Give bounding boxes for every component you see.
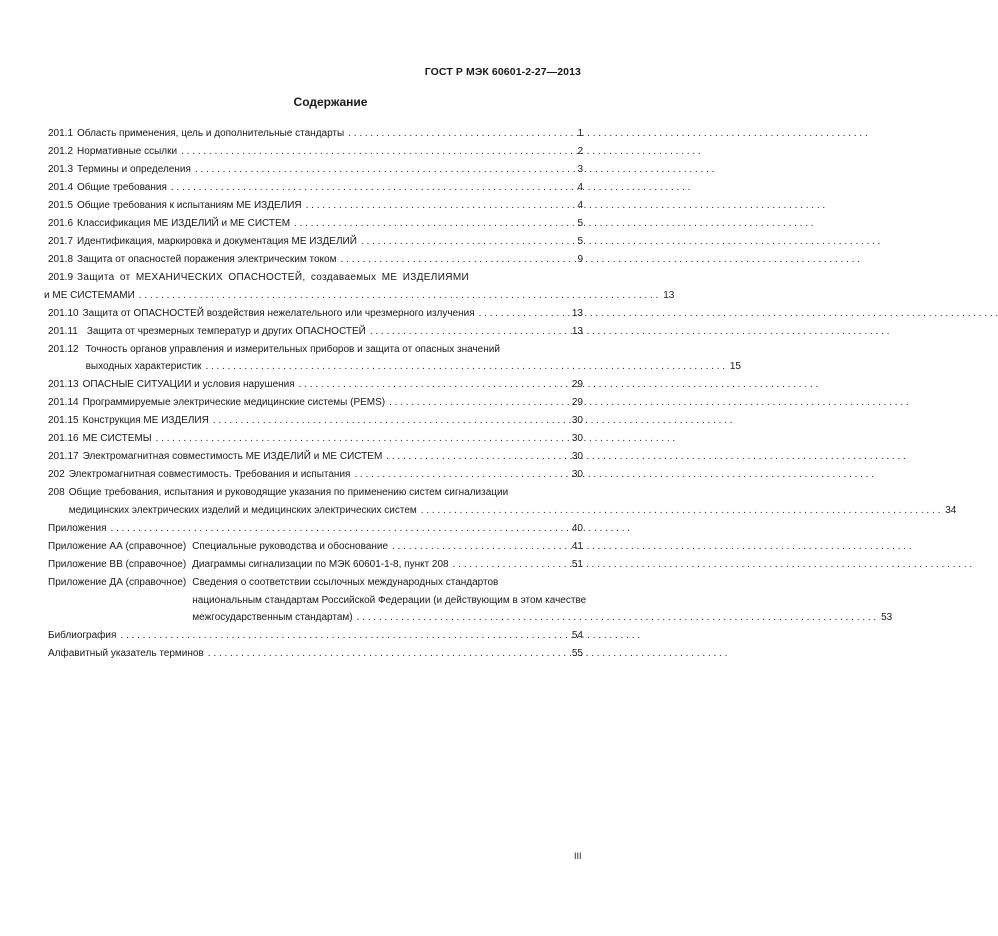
- toc-entry-number: 201.12: [48, 343, 79, 355]
- toc-entry-number: 201.7: [48, 236, 74, 247]
- toc-entry-title: Специальные руководства и обоснование: [192, 540, 389, 552]
- toc-entry-202[interactable]: [48, 466, 583, 484]
- toc-entry-number: 201.15: [48, 415, 79, 427]
- toc-entry-201-4[interactable]: [48, 179, 583, 197]
- toc-entry-page: 55: [571, 648, 583, 660]
- toc-entry-201-12[interactable]: [48, 341, 741, 377]
- toc-entry-number: 201.2: [48, 146, 74, 157]
- toc-entry-number: 201.9: [48, 272, 74, 283]
- toc-entry-page: 13: [571, 307, 583, 319]
- toc-entry-page: 2: [577, 146, 583, 157]
- toc-entry-number: 201.14: [48, 397, 79, 409]
- toc-entry-title: Нормативные ссылки: [77, 146, 178, 157]
- toc-entry-201-5[interactable]: [48, 197, 583, 215]
- toc-entry-number: 201.5: [48, 200, 74, 211]
- toc-entry-page: 3: [577, 164, 583, 175]
- toc-entry-page: 40: [571, 522, 583, 534]
- toc-entry-title-line: межгосударственным стандартам): [192, 612, 353, 624]
- toc-entry-number: 201.11: [48, 325, 78, 337]
- toc-entry-title-line: медицинских электрических изделий и медицинских электрических систем: [68, 504, 417, 516]
- toc-entry-201-9[interactable]: [44, 269, 675, 305]
- toc-entry-page: 29: [571, 379, 583, 391]
- toc-entry-page: 53: [881, 612, 893, 624]
- toc-entry-number: 201.4: [48, 182, 74, 193]
- document-standard-header: ГОСТ Р МЭК 60601-2-27—2013: [424, 66, 581, 78]
- toc-entry-page: 30: [571, 415, 583, 427]
- toc-entry-201-11[interactable]: [48, 323, 583, 341]
- toc-entry-201-3[interactable]: [48, 161, 583, 179]
- toc-entry-page: 34: [945, 504, 957, 516]
- toc-entry-title: Приложения: [48, 522, 107, 534]
- toc-entry-page: 30: [571, 451, 583, 463]
- toc-entry-201-1[interactable]: [48, 125, 583, 143]
- toc-entry-number: Приложение АА (справочное): [48, 540, 187, 552]
- toc-entry-title: Библиография: [48, 630, 117, 642]
- toc-entry-title: Конструкция МЕ ИЗДЕЛИЯ: [82, 415, 209, 427]
- toc-entry-page: 9: [577, 254, 583, 265]
- toc-entry-title-line: Защита от МЕХАНИЧЕСКИХ ОПАСНОСТЕЙ, создаваемых МЕ ИЗДЕЛИЯМИ: [77, 272, 470, 283]
- toc-entry-page: 5: [577, 218, 583, 229]
- toc-entry-title: Алфавитный указатель терминов: [48, 648, 204, 660]
- toc-entry-page: 15: [729, 361, 741, 373]
- toc-entry-number: 201.6: [48, 218, 74, 229]
- table-of-contents: [44, 125, 957, 663]
- toc-entry-appendix-da[interactable]: [48, 574, 893, 627]
- page-title: Содержание: [293, 95, 368, 109]
- toc-entry-page: 1: [577, 128, 583, 139]
- toc-entry-number: Приложение ДА (справочное): [48, 576, 187, 588]
- toc-entry-title: Термины и определения: [77, 164, 191, 175]
- toc-entry-title-line: национальным стандартам Российской Федерации (и действующим в этом качестве: [192, 594, 587, 606]
- toc-entry-number: 201.13: [48, 379, 79, 391]
- toc-entry-page: 30: [571, 433, 583, 445]
- toc-entry-number: 201.1: [48, 128, 74, 139]
- toc-entry-number: 201.16: [48, 433, 79, 445]
- toc-entry-number: 202: [48, 469, 65, 481]
- toc-entry-page: 13: [663, 289, 675, 301]
- toc-entry-201-14[interactable]: [48, 394, 583, 412]
- toc-entry-title: Диаграммы сигнализации по МЭК 60601-1-8, пункт 208: [192, 558, 449, 570]
- toc-entry-title: Идентификация, маркировка и документация МЕ ИЗДЕЛИЙ: [77, 236, 357, 247]
- toc-entry-title: Область применения, цель и дополнительные стандарты: [77, 128, 345, 139]
- toc-entry-title: ОПАСНЫЕ СИТУАЦИИ и условия нарушения: [82, 379, 295, 391]
- toc-entry-number: 201.17: [48, 451, 79, 463]
- toc-entry-title: Классификация МЕ ИЗДЕЛИЙ и МЕ СИСТЕМ: [77, 218, 291, 229]
- toc-entry-title: Защита от опасностей поражения электрическим током: [77, 254, 337, 265]
- toc-entry-page: 29: [571, 397, 583, 409]
- toc-entry-page: 4: [577, 200, 583, 211]
- toc-entry-appendix-vv[interactable]: [48, 556, 583, 574]
- toc-entry-page: 41: [571, 540, 583, 552]
- toc-entry-page: 13: [571, 325, 583, 337]
- toc-entry-title: МЕ СИСТЕМЫ: [82, 433, 152, 445]
- toc-entry-title: Защита от ОПАСНОСТЕЙ воздействия нежелательного или чрезмерного излучения: [82, 307, 475, 319]
- toc-entry-appendices[interactable]: [48, 520, 583, 538]
- toc-entry-appendix-aa[interactable]: [48, 538, 583, 556]
- toc-entry-201-6[interactable]: [48, 215, 583, 233]
- toc-entry-title-line: и МЕ СИСТЕМАМИ: [44, 289, 135, 301]
- toc-entry-title-line: Точность органов управления и измерительных приборов и защита от опасных значений: [85, 343, 500, 355]
- toc-entry-201-15[interactable]: [48, 412, 583, 430]
- toc-entry-number: Приложение ВВ (справочное): [48, 558, 187, 570]
- toc-entry-title: Электромагнитная совместимость МЕ ИЗДЕЛИЙ и МЕ СИСТЕМ: [82, 451, 383, 463]
- toc-entry-201-17[interactable]: [48, 448, 583, 466]
- toc-entry-title: Электромагнитная совместимость. Требования и испытания: [68, 469, 351, 481]
- toc-entry-201-8[interactable]: [48, 251, 583, 269]
- toc-entry-number: 208: [48, 487, 65, 499]
- toc-entry-201-16[interactable]: [48, 430, 583, 448]
- toc-entry-number: 201.10: [48, 307, 79, 319]
- toc-entry-number: 201.8: [48, 254, 74, 265]
- toc-entry-201-7[interactable]: [48, 233, 583, 251]
- toc-entry-title: Общие требования: [77, 182, 167, 193]
- toc-entry-page: 30: [571, 469, 583, 481]
- toc-entry-title-line: выходных характеристик: [85, 361, 202, 373]
- toc-entry-title-line: Общие требования, испытания и руководящие указания по применению систем сигнализации: [68, 487, 509, 499]
- toc-entry-page: 51: [571, 558, 583, 570]
- toc-entry-index[interactable]: [48, 645, 583, 663]
- toc-entry-208[interactable]: [48, 484, 957, 520]
- toc-entry-page: 5: [577, 236, 583, 247]
- toc-entry-title-line: Сведения о соответствии ссылочных международных стандартов: [192, 576, 499, 588]
- toc-entry-bibliography[interactable]: [48, 627, 583, 645]
- toc-entry-201-10[interactable]: [48, 305, 583, 323]
- toc-entry-201-2[interactable]: [48, 143, 583, 161]
- toc-entry-page: 54: [571, 630, 583, 642]
- toc-entry-number: 201.3: [48, 164, 74, 175]
- toc-entry-page: 4: [577, 182, 583, 193]
- toc-entry-201-13[interactable]: [48, 376, 583, 394]
- page-number: III: [574, 851, 582, 861]
- toc-entry-title: Общие требования к испытаниям МЕ ИЗДЕЛИЯ: [77, 200, 302, 211]
- toc-entry-title: Программируемые электрические медицинские системы (PEMS): [82, 397, 386, 409]
- toc-entry-title: Защита от чрезмерных температур и других ОПАСНОСТЕЙ: [86, 325, 366, 337]
